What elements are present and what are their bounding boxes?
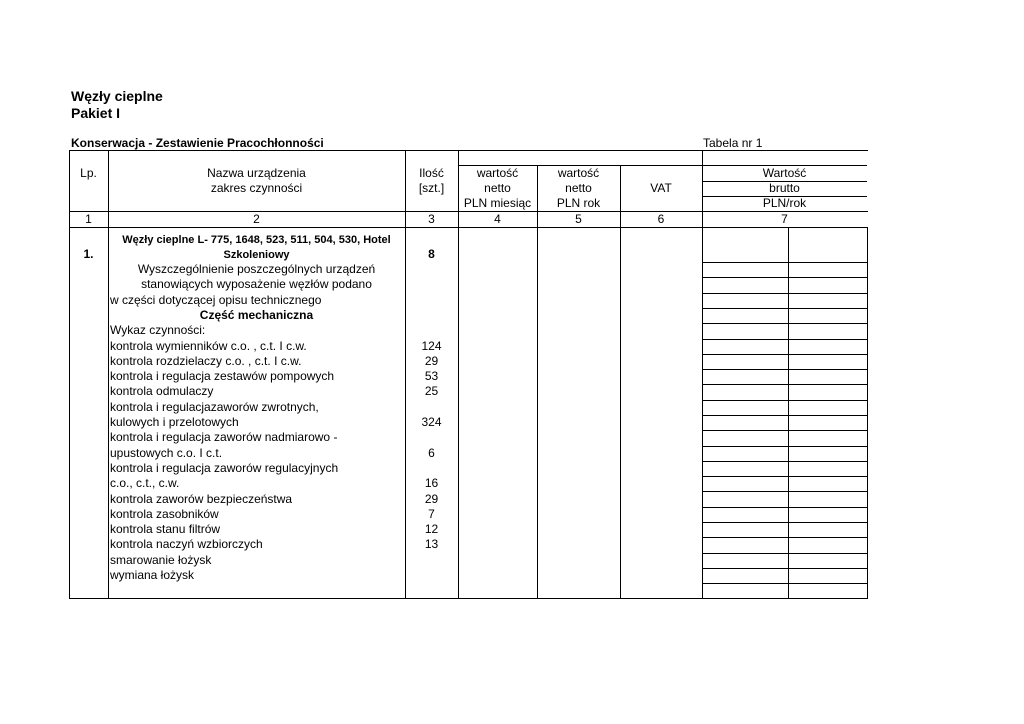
- header-gross-1: Wartość: [762, 166, 807, 180]
- grid-line: [788, 227, 789, 599]
- activity-row-qty: 324: [421, 415, 442, 429]
- activity-row-qty: 29: [424, 354, 439, 368]
- activity-row-text: kontrola stanu filtrów: [110, 522, 221, 536]
- col-number: 1: [85, 212, 92, 226]
- col-number: 5: [575, 212, 582, 226]
- col-number: 3: [428, 212, 435, 226]
- activity-row-qty: 25: [424, 384, 439, 398]
- activity-row-text: kontrola wymienników c.o. , c.t. I c.w.: [110, 339, 307, 353]
- gross-cell-line: [702, 553, 867, 554]
- header-lp: Lp.: [80, 166, 97, 180]
- header-gross-3: PLN/rok: [762, 196, 807, 210]
- header-name-1: Nazwa urządzenia: [207, 166, 306, 180]
- activity-row-text: kontrola i regulacjazaworów zwrotnych,: [110, 400, 319, 414]
- grid-line: [69, 150, 868, 151]
- col-number: 2: [253, 212, 260, 226]
- table-subtitle: Konserwacja - Zestawienie Pracochłonności: [71, 136, 324, 150]
- col-number: 6: [657, 212, 665, 226]
- activity-row-text: w części dotyczącej opisu technicznego: [110, 293, 322, 307]
- activity-row-text: kontrola zasobników: [110, 507, 219, 521]
- grid-line: [69, 227, 868, 228]
- gross-cell-line: [702, 277, 867, 278]
- gross-cell-line: [702, 476, 867, 477]
- header-net-year-3: PLN rok: [556, 196, 601, 210]
- activity-row-qty: 53: [424, 369, 439, 383]
- header-net-year-2: netto: [565, 181, 592, 195]
- activity-row-qty: 29: [424, 492, 439, 506]
- activity-row-text: kontrola odmulaczy: [110, 384, 214, 398]
- activity-row-text: kontrola zaworów bezpieczeństwa: [110, 492, 293, 506]
- gross-cell-line: [702, 446, 867, 447]
- activity-row-qty: 12: [424, 522, 439, 536]
- gross-cell-line: [702, 461, 867, 462]
- item-lp: 1.: [83, 247, 94, 261]
- gross-cell-line: [702, 369, 867, 370]
- gross-cell-line: [702, 507, 867, 508]
- header-net-month-1: wartość: [476, 166, 519, 180]
- activity-row-text: Część mechaniczna: [199, 308, 314, 322]
- gross-cell-line: [702, 568, 867, 569]
- item-name-line2: Szkoleniowy: [223, 249, 290, 261]
- gross-cell-line: [702, 384, 867, 385]
- activity-row-text: kontrola rozdzielaczy c.o. , c.t. I c.w.: [110, 354, 302, 368]
- gross-cell-line: [702, 354, 867, 355]
- grid-line: [537, 165, 538, 599]
- header-net-year-1: wartość: [557, 166, 600, 180]
- gross-cell-line: [702, 491, 867, 492]
- header-qty-1: Ilość: [419, 166, 444, 180]
- activity-row-text: smarowanie łożysk: [110, 553, 212, 567]
- gross-cell-line: [702, 400, 867, 401]
- activity-row-qty: 7: [428, 507, 435, 521]
- grid-line: [867, 227, 868, 599]
- activity-row-text: kontrola naczyń wzbiorczych: [110, 537, 263, 551]
- activity-row-text: c.o., c.t., c.w.: [110, 476, 180, 490]
- gross-cell-line: [702, 308, 867, 309]
- col-number: 7: [781, 212, 788, 226]
- activity-row-text: kontrola i regulacja zaworów regulacyjnych: [110, 461, 339, 475]
- activity-row-text: kontrola i regulacja zaworów nadmiarowo -: [110, 430, 338, 444]
- header-net-month-2: netto: [484, 181, 511, 195]
- gross-cell-line: [702, 583, 867, 584]
- header-vat: VAT: [650, 181, 672, 195]
- header-qty-2: [szt.]: [418, 181, 445, 195]
- gross-cell-line: [702, 522, 867, 523]
- header-name-2: zakres czynności: [210, 181, 303, 195]
- activity-row-text: Wyszczególnienie poszczególnych urządzeń: [137, 262, 376, 276]
- item-name-line1: Węzły cieplne L- 775, 1648, 523, 511, 504, 530, Hotel: [122, 234, 391, 246]
- activity-row-text: Wykaz czynności:: [110, 323, 206, 337]
- gross-cell-line: [702, 537, 867, 538]
- activity-row-qty: 16: [424, 476, 439, 490]
- page-title-package: Pakiet I: [71, 105, 121, 121]
- activity-row-text: wymiana łożysk: [110, 568, 195, 582]
- item-qty: 8: [428, 247, 435, 261]
- gross-cell-line: [702, 262, 867, 263]
- gross-cell-line: [702, 293, 867, 294]
- gross-cell-line: [702, 430, 867, 431]
- gross-cell-line: [702, 415, 867, 416]
- activity-row-text: kulowych i przelotowych: [110, 415, 239, 429]
- page-title: Węzły cieplne: [71, 88, 163, 104]
- activity-row-qty: 6: [428, 446, 435, 460]
- header-gross-2: brutto: [769, 181, 800, 195]
- gross-cell-line: [702, 323, 867, 324]
- gross-cell-line: [702, 339, 867, 340]
- activity-row-text: kontrola i regulacja zestawów pompowych: [110, 369, 335, 383]
- header-net-month-3: PLN miesiąc: [463, 196, 532, 210]
- table-number: Tabela nr 1: [703, 136, 763, 150]
- activity-row-qty: 124: [421, 339, 442, 353]
- grid-line: [620, 165, 621, 599]
- activity-row-text: stanowiących wyposażenie węzłów podano: [141, 277, 372, 291]
- activity-row-text: upustowych c.o. I c.t.: [110, 446, 223, 460]
- col-number: 4: [494, 212, 501, 226]
- activity-row-qty: 13: [424, 537, 439, 551]
- grid-line: [69, 598, 868, 599]
